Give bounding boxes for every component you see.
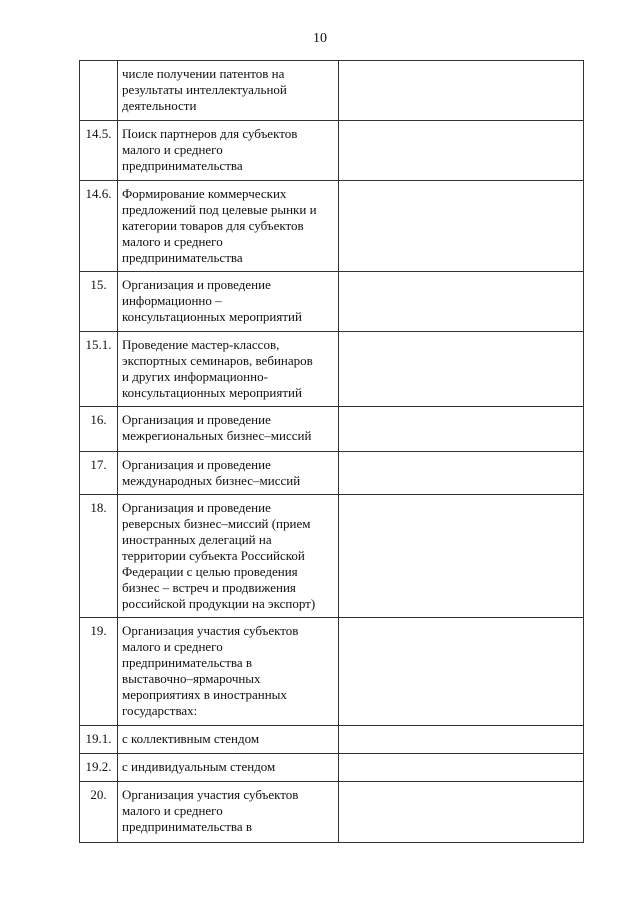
- row-description: с индивидуальным стендом: [118, 754, 339, 782]
- row-value: [339, 272, 584, 332]
- row-number: 15.: [80, 272, 118, 332]
- table-row: [80, 754, 584, 782]
- row-description: Проведение мастер-классов, экспортных семинаров, вебинаров и других информационно- консультационных мероприятий: [118, 332, 339, 407]
- row-number: 14.6.: [80, 181, 118, 272]
- row-value: [339, 332, 584, 407]
- row-number: 18.: [80, 495, 118, 618]
- row-description: Организация и проведение международных бизнес–миссий: [118, 452, 339, 495]
- page-number: 10: [313, 31, 327, 46]
- document-table: [79, 60, 584, 843]
- row-number: 15.1.: [80, 332, 118, 407]
- row-number: 19.: [80, 618, 118, 726]
- row-value: [339, 726, 584, 754]
- table-row: [80, 61, 584, 121]
- table-row: [80, 121, 584, 181]
- row-number: 16.: [80, 407, 118, 452]
- row-value: [339, 782, 584, 843]
- row-description: Организация и проведение реверсных бизнес–миссий (прием иностранных делегаций на территории субъекта Российской Федерации с целью проведения бизнес – встреч и продвижения российской продукции на экспорт): [118, 495, 339, 618]
- row-description: Организация и проведение межрегиональных бизнес–миссий: [118, 407, 339, 452]
- row-value: [339, 618, 584, 726]
- row-value: [339, 452, 584, 495]
- row-value: [339, 754, 584, 782]
- row-description: Организация и проведение информационно – консультационных мероприятий: [118, 272, 339, 332]
- table-row: [80, 726, 584, 754]
- row-description: Организация участия субъектов малого и среднего предпринимательства в выставочно–ярмарочных мероприятиях в иностранных государствах:: [118, 618, 339, 726]
- table-row: [80, 495, 584, 618]
- row-value: [339, 495, 584, 618]
- row-number: 20.: [80, 782, 118, 843]
- row-value: [339, 121, 584, 181]
- table-row: [80, 782, 584, 843]
- row-number: 14.5.: [80, 121, 118, 181]
- table-row: [80, 181, 584, 272]
- row-value: [339, 407, 584, 452]
- row-number: 19.1.: [80, 726, 118, 754]
- row-description: с коллективным стендом: [118, 726, 339, 754]
- table-row: [80, 452, 584, 495]
- row-description: Организация участия субъектов малого и среднего предпринимательства в: [118, 782, 339, 843]
- row-description: числе получении патентов на результаты интеллектуальной деятельности: [118, 61, 339, 121]
- table-row: [80, 272, 584, 332]
- row-number: 19.2.: [80, 754, 118, 782]
- row-number: 17.: [80, 452, 118, 495]
- row-value: [339, 181, 584, 272]
- table-row: [80, 618, 584, 726]
- row-description: Поиск партнеров для субъектов малого и среднего предпринимательства: [118, 121, 339, 181]
- table-row: [80, 332, 584, 407]
- row-value: [339, 61, 584, 121]
- table-row: [80, 407, 584, 452]
- row-number: [80, 61, 118, 121]
- row-description: Формирование коммерческих предложений под целевые рынки и категории товаров для субъектов малого и среднего предпринимательства: [118, 181, 339, 272]
